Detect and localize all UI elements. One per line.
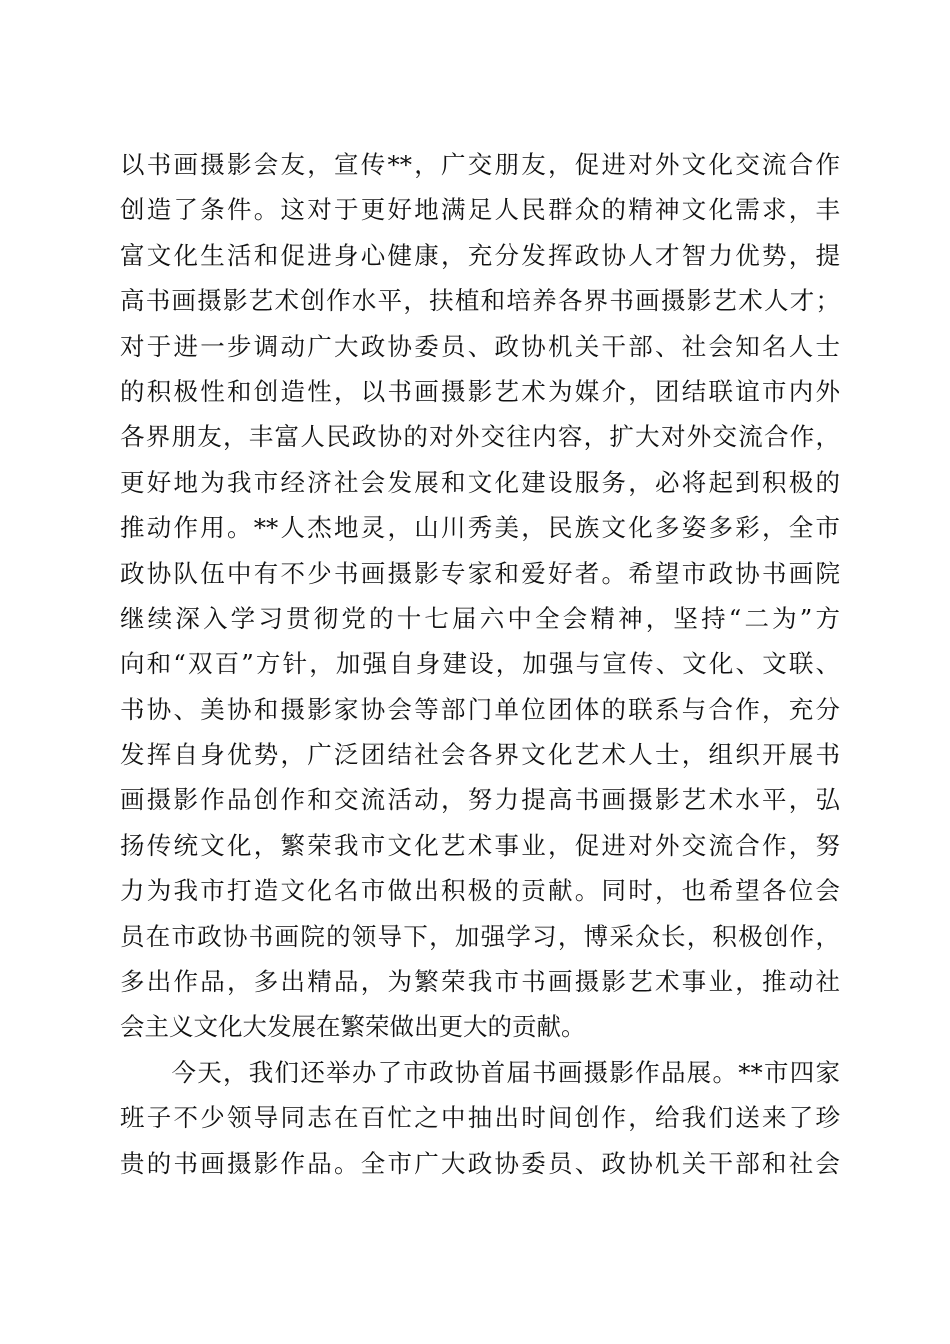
text-line: 发挥自身优势，广泛团结社会各界文化艺术人士，组织开展书 [120,740,840,770]
text-line: 继续深入学习贯彻党的十七届六中全会精神，坚持“二为”方 [120,603,840,633]
text-line: 高书画摄影艺术创作水平，扶植和培养各界书画摄影艺术人才； [120,286,840,316]
text-line: 贵的书画摄影作品。全市广大政协委员、政协机关干部和社会 [120,1148,840,1178]
paragraph-1 [120,142,840,1050]
text-line: 更好地为我市经济社会发展和文化建设服务，必将起到积极的 [120,467,840,497]
text-line: 向和“双百”方针，加强自身建设，加强与宣传、文化、文联、 [120,649,840,679]
text-line: 扬传统文化，繁荣我市文化艺术事业，促进对外交流合作，努 [120,830,840,860]
text-line: 对于进一步调动广大政协委员、政协机关干部、社会知名人士 [120,331,840,361]
text-line: 画摄影作品创作和交流活动，努力提高书画摄影艺术水平，弘 [120,785,840,815]
text-line: 以书画摄影会友，宣传**，广交朋友，促进对外文化交流合作 [120,150,840,179]
text-line: 今天，我们还举办了市政协首届书画摄影作品展。**市四家 [120,1057,840,1087]
text-line: 多出作品，多出精品，为繁荣我市书画摄影艺术事业，推动社 [120,967,840,997]
text-line: 员在市政协书画院的领导下，加强学习，博采众长，积极创作， [120,921,840,951]
text-line: 政协队伍中有不少书画摄影专家和爱好者。希望市政协书画院 [120,558,840,588]
text-line: 各界朋友，丰富人民政协的对外交往内容，扩大对外交流合作， [120,422,840,452]
text-line: 推动作用。**人杰地灵，山川秀美，民族文化多姿多彩，全市 [120,513,840,543]
text-line: 创造了条件。这对于更好地满足人民群众的精神文化需求，丰 [120,195,840,225]
text-line: 书协、美协和摄影家协会等部门单位团体的联系与合作，充分 [120,694,840,724]
text-line: 会主义文化大发展在繁荣做出更大的贡献。 [120,1012,586,1042]
document-body [120,142,840,1186]
text-line: 力为我市打造文化名市做出积极的贡献。同时，也希望各位会 [120,876,840,906]
text-line: 富文化生活和促进身心健康，充分发挥政协人才智力优势，提 [120,240,840,270]
paragraph-2 [120,1050,840,1186]
text-line: 的积极性和创造性，以书画摄影艺术为媒介，团结联谊市内外 [120,376,840,406]
text-line: 班子不少领导同志在百忙之中抽出时间创作，给我们送来了珍 [120,1103,840,1133]
